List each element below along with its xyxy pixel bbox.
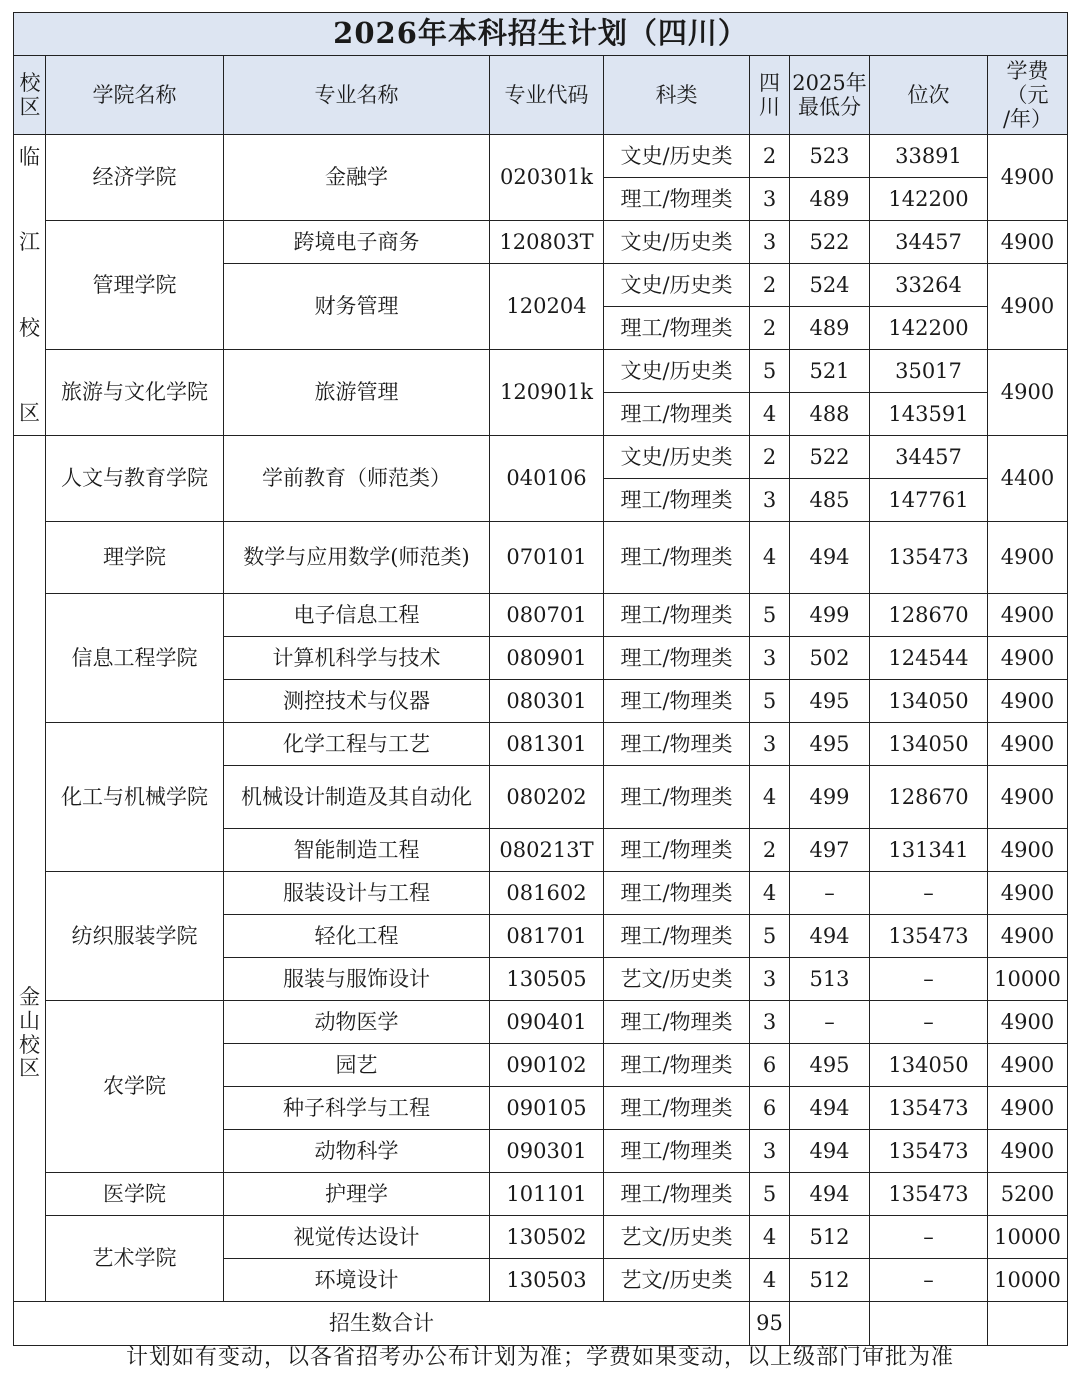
quota-cell: 4 — [750, 1259, 790, 1302]
category-cell: 文史/历史类 — [604, 436, 750, 479]
score-cell: 513 — [790, 958, 870, 1001]
quota-cell: 4 — [750, 393, 790, 436]
code-cell: 080213T — [490, 829, 604, 872]
quota-cell: 5 — [750, 915, 790, 958]
major-cell: 计算机科学与技术 — [224, 637, 490, 680]
category-cell: 理工/物理类 — [604, 522, 750, 594]
category-cell: 文史/历史类 — [604, 135, 750, 178]
code-cell: 080901 — [490, 637, 604, 680]
quota-cell: 4 — [750, 766, 790, 829]
major-cell: 视觉传达设计 — [224, 1216, 490, 1259]
fee-cell: 4900 — [988, 723, 1068, 766]
quota-cell: 4 — [750, 522, 790, 594]
category-cell: 文史/历史类 — [604, 350, 750, 393]
major-cell: 电子信息工程 — [224, 594, 490, 637]
major-cell: 动物科学 — [224, 1130, 490, 1173]
footnote: 计划如有变动，以各省招考办公布计划为准；学费如果变动，以上级部门审批为准 — [125, 1345, 954, 1370]
code-cell: 090102 — [490, 1044, 604, 1087]
fee-cell: 4900 — [988, 522, 1068, 594]
score-cell: 494 — [790, 915, 870, 958]
rank-cell: 135473 — [870, 1173, 988, 1216]
category-cell: 文史/历史类 — [604, 264, 750, 307]
table-row — [14, 350, 1068, 393]
header-code: 专业代码 — [490, 56, 604, 135]
fee-cell: 4900 — [988, 680, 1068, 723]
code-cell: 080301 — [490, 680, 604, 723]
major-cell: 财务管理 — [224, 264, 490, 350]
header-category: 科类 — [604, 56, 750, 135]
total-row — [14, 1302, 1068, 1346]
quota-cell: 3 — [750, 479, 790, 522]
major-cell: 机械设计制造及其自动化 — [224, 766, 490, 829]
rank-cell: 128670 — [870, 766, 988, 829]
code-cell: 080701 — [490, 594, 604, 637]
college-cell: 纺织服装学院 — [46, 872, 224, 1001]
fee-cell: 4900 — [988, 594, 1068, 637]
score-cell: 494 — [790, 1087, 870, 1130]
fee-cell: 4900 — [988, 221, 1068, 264]
quota-cell: 3 — [750, 1130, 790, 1173]
fee-cell: 4900 — [988, 637, 1068, 680]
score-cell: – — [790, 1001, 870, 1044]
table-row — [14, 1216, 1068, 1259]
table-row — [14, 436, 1068, 479]
quota-cell: 6 — [750, 1087, 790, 1130]
table-row — [14, 723, 1068, 766]
code-cell: 130505 — [490, 958, 604, 1001]
fee-cell: 10000 — [988, 1259, 1068, 1302]
category-cell: 理工/物理类 — [604, 872, 750, 915]
category-cell: 理工/物理类 — [604, 307, 750, 350]
score-cell: 495 — [790, 1044, 870, 1087]
major-cell: 轻化工程 — [224, 915, 490, 958]
rank-cell: 147761 — [870, 479, 988, 522]
category-cell: 理工/物理类 — [604, 479, 750, 522]
category-cell: 理工/物理类 — [604, 1044, 750, 1087]
code-cell: 081602 — [490, 872, 604, 915]
code-cell: 120204 — [490, 264, 604, 350]
score-cell: 512 — [790, 1259, 870, 1302]
rank-cell: – — [870, 872, 988, 915]
score-cell: 489 — [790, 178, 870, 221]
rank-cell: – — [870, 1001, 988, 1044]
fee-cell: 4900 — [988, 264, 1068, 350]
header-college: 学院名称 — [46, 56, 224, 135]
rank-cell: 135473 — [870, 1087, 988, 1130]
category-cell: 艺文/历史类 — [604, 958, 750, 1001]
quota-cell: 2 — [750, 829, 790, 872]
quota-cell: 4 — [750, 1216, 790, 1259]
score-cell: 494 — [790, 1130, 870, 1173]
score-cell: 502 — [790, 637, 870, 680]
header-major: 专业名称 — [224, 56, 490, 135]
category-cell: 艺文/历史类 — [604, 1216, 750, 1259]
category-cell: 理工/物理类 — [604, 637, 750, 680]
table-row — [14, 522, 1068, 594]
college-cell: 医学院 — [46, 1173, 224, 1216]
fee-cell: 4900 — [988, 766, 1068, 829]
score-cell: 495 — [790, 680, 870, 723]
score-cell: 489 — [790, 307, 870, 350]
category-cell: 理工/物理类 — [604, 1087, 750, 1130]
code-cell: 101101 — [490, 1173, 604, 1216]
code-cell: 090301 — [490, 1130, 604, 1173]
score-cell: 488 — [790, 393, 870, 436]
table-row — [14, 872, 1068, 915]
header-rank: 位次 — [870, 56, 988, 135]
rank-cell: 134050 — [870, 723, 988, 766]
table-row — [14, 594, 1068, 637]
score-cell: 524 — [790, 264, 870, 307]
major-cell: 种子科学与工程 — [224, 1087, 490, 1130]
college-cell: 管理学院 — [46, 221, 224, 350]
quota-cell: 3 — [750, 1001, 790, 1044]
category-cell: 理工/物理类 — [604, 1173, 750, 1216]
code-cell: 040106 — [490, 436, 604, 522]
rank-cell: 142200 — [870, 178, 988, 221]
rank-cell: 128670 — [870, 594, 988, 637]
quota-cell: 5 — [750, 350, 790, 393]
major-cell: 服装设计与工程 — [224, 872, 490, 915]
header-fee: 学费 （元 /年） — [988, 56, 1068, 135]
score-cell: 522 — [790, 436, 870, 479]
fee-cell: 4400 — [988, 436, 1068, 522]
fee-cell: 4900 — [988, 1044, 1068, 1087]
quota-cell: 2 — [750, 135, 790, 178]
quota-cell: 3 — [750, 637, 790, 680]
category-cell: 文史/历史类 — [604, 221, 750, 264]
score-cell: 521 — [790, 350, 870, 393]
fee-cell: 4900 — [988, 1001, 1068, 1044]
fee-cell: 4900 — [988, 829, 1068, 872]
header-quota: 四 川 — [750, 56, 790, 135]
college-cell: 艺术学院 — [46, 1216, 224, 1302]
category-cell: 理工/物理类 — [604, 393, 750, 436]
college-cell: 理学院 — [46, 522, 224, 594]
rank-cell: 131341 — [870, 829, 988, 872]
category-cell: 理工/物理类 — [604, 915, 750, 958]
major-cell: 园艺 — [224, 1044, 490, 1087]
code-cell: 081301 — [490, 723, 604, 766]
score-cell: 494 — [790, 1173, 870, 1216]
category-cell: 理工/物理类 — [604, 766, 750, 829]
quota-cell: 5 — [750, 1173, 790, 1216]
quota-cell: 2 — [750, 307, 790, 350]
quota-cell: 2 — [750, 436, 790, 479]
fee-cell: 10000 — [988, 958, 1068, 1001]
rank-cell: – — [870, 958, 988, 1001]
major-cell: 动物医学 — [224, 1001, 490, 1044]
code-cell: 130503 — [490, 1259, 604, 1302]
quota-cell: 4 — [750, 872, 790, 915]
fee-cell: 4900 — [988, 350, 1068, 436]
score-cell: 512 — [790, 1216, 870, 1259]
score-cell: – — [790, 872, 870, 915]
college-cell: 旅游与文化学院 — [46, 350, 224, 436]
category-cell: 艺文/历史类 — [604, 1259, 750, 1302]
score-cell: 499 — [790, 766, 870, 829]
score-cell: 485 — [790, 479, 870, 522]
table-row — [14, 221, 1068, 264]
fee-cell: 5200 — [988, 1173, 1068, 1216]
major-cell: 护理学 — [224, 1173, 490, 1216]
table-row — [14, 1001, 1068, 1044]
rank-cell: 34457 — [870, 436, 988, 479]
college-cell: 化工与机械学院 — [46, 723, 224, 872]
rank-cell: – — [870, 1216, 988, 1259]
fee-cell: 10000 — [988, 1216, 1068, 1259]
category-cell: 理工/物理类 — [604, 178, 750, 221]
category-cell: 理工/物理类 — [604, 723, 750, 766]
code-cell: 080202 — [490, 766, 604, 829]
enrollment-plan-table — [13, 12, 1068, 1346]
quota-cell: 2 — [750, 264, 790, 307]
rank-cell: 135473 — [870, 522, 988, 594]
score-cell: 499 — [790, 594, 870, 637]
rank-cell: 143591 — [870, 393, 988, 436]
major-cell: 化学工程与工艺 — [224, 723, 490, 766]
major-cell: 数学与应用数学(师范类) — [224, 522, 490, 594]
total-label: 招生数合计 — [14, 1302, 750, 1346]
quota-cell: 3 — [750, 723, 790, 766]
college-cell: 信息工程学院 — [46, 594, 224, 723]
major-cell: 旅游管理 — [224, 350, 490, 436]
code-cell: 070101 — [490, 522, 604, 594]
code-cell: 120803T — [490, 221, 604, 264]
table-title: 2026年本科招生计划（四川） — [14, 13, 1068, 56]
campus-jinshan: 金 山 校 区 — [14, 436, 46, 1302]
total-empty-cell — [870, 1302, 988, 1346]
code-cell: 120901k — [490, 350, 604, 436]
rank-cell: 35017 — [870, 350, 988, 393]
score-cell: 495 — [790, 723, 870, 766]
quota-cell: 5 — [750, 680, 790, 723]
rank-cell: 134050 — [870, 1044, 988, 1087]
quota-cell: 3 — [750, 221, 790, 264]
category-cell: 理工/物理类 — [604, 1001, 750, 1044]
code-cell: 130502 — [490, 1216, 604, 1259]
total-empty-cell — [790, 1302, 870, 1346]
rank-cell: 134050 — [870, 680, 988, 723]
category-cell: 理工/物理类 — [604, 680, 750, 723]
rank-cell: 33264 — [870, 264, 988, 307]
header-min-score: 2025年 最低分 — [790, 56, 870, 135]
fee-cell: 4900 — [988, 915, 1068, 958]
major-cell: 金融学 — [224, 135, 490, 221]
major-cell: 环境设计 — [224, 1259, 490, 1302]
major-cell: 学前教育（师范类） — [224, 436, 490, 522]
code-cell: 020301k — [490, 135, 604, 221]
score-cell: 497 — [790, 829, 870, 872]
score-cell: 522 — [790, 221, 870, 264]
college-cell: 经济学院 — [46, 135, 224, 221]
major-cell: 测控技术与仪器 — [224, 680, 490, 723]
total-value: 95 — [750, 1302, 790, 1346]
college-cell: 农学院 — [46, 1001, 224, 1173]
header-row — [14, 56, 1068, 135]
code-cell: 090105 — [490, 1087, 604, 1130]
header-campus: 校区 — [14, 56, 46, 135]
rank-cell: 135473 — [870, 1130, 988, 1173]
quota-cell: 5 — [750, 594, 790, 637]
score-cell: 494 — [790, 522, 870, 594]
quota-cell: 3 — [750, 958, 790, 1001]
code-cell: 081701 — [490, 915, 604, 958]
major-cell: 跨境电子商务 — [224, 221, 490, 264]
rank-cell: 34457 — [870, 221, 988, 264]
quota-cell: 3 — [750, 178, 790, 221]
table-row — [14, 135, 1068, 178]
rank-cell: 142200 — [870, 307, 988, 350]
rank-cell: – — [870, 1259, 988, 1302]
total-empty-cell — [988, 1302, 1068, 1346]
fee-cell: 4900 — [988, 872, 1068, 915]
fee-cell: 4900 — [988, 1087, 1068, 1130]
category-cell: 理工/物理类 — [604, 829, 750, 872]
score-cell: 523 — [790, 135, 870, 178]
major-cell: 智能制造工程 — [224, 829, 490, 872]
rank-cell: 33891 — [870, 135, 988, 178]
fee-cell: 4900 — [988, 1130, 1068, 1173]
table-row — [14, 1173, 1068, 1216]
rank-cell: 124544 — [870, 637, 988, 680]
rank-cell: 135473 — [870, 915, 988, 958]
category-cell: 理工/物理类 — [604, 1130, 750, 1173]
fee-cell: 4900 — [988, 135, 1068, 221]
college-cell: 人文与教育学院 — [46, 436, 224, 522]
category-cell: 理工/物理类 — [604, 594, 750, 637]
major-cell: 服装与服饰设计 — [224, 958, 490, 1001]
code-cell: 090401 — [490, 1001, 604, 1044]
campus-linjiang: 临 江 校 区 — [14, 135, 46, 436]
quota-cell: 6 — [750, 1044, 790, 1087]
